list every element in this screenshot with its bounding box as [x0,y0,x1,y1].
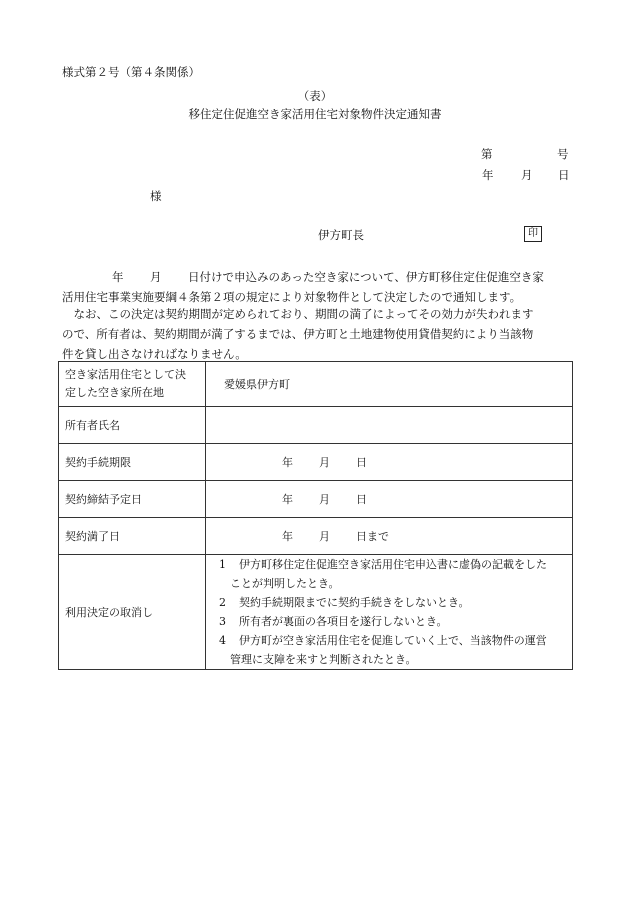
condition-line-2: ので、所有者は、契約期間が満了するまでは、伊方町と土地建物使用貸借契約により当該物 [62,327,534,341]
date-month-label: 月 [521,168,533,182]
notice-line-1-text: 日付けで申込みのあった空き家について、伊方町移住定住促進空き家 [188,270,544,284]
location-label-line-1: 空き家活用住宅として決 [65,368,186,381]
item-text: 伊方町移住定住促進空き家活用住宅申込書に虚偽の記載をした [239,558,547,571]
item-number: 2 [219,596,226,609]
owner-value [206,407,573,444]
item-text-continued: ことが判明したとき。 [230,577,340,590]
notice-year-label: 年 [112,270,124,284]
location-label [59,362,206,407]
table-row [59,362,573,407]
conclusion-date-label: 契約締結予定日 [59,481,206,518]
issuer-name: 伊方町長 [318,228,364,242]
condition-line-1: なお、この決定は契約期間が定められており、期間の満了によってその効力が失われます [62,307,534,321]
date-day-label: 日 [558,168,570,182]
condition-line-3: 件を貸し出さなければなりません。 [62,347,247,361]
item-number: 4 [219,634,226,647]
table-row [59,407,573,444]
procedure-deadline-value [206,444,573,481]
notice-line-1 [62,267,574,287]
notice-paragraph [62,267,574,307]
item-text: 契約手続期限までに契約手続きをしないとき。 [239,596,470,609]
day-label: 日 [356,493,367,506]
location-value-text: 愛媛県伊方町 [224,378,290,391]
location-value [206,362,573,407]
expiry-date-label: 契約満了日 [59,518,206,555]
procedure-deadline-label: 契約手続期限 [59,444,206,481]
addressee-honorific: 様 [150,189,162,203]
expiry-date-value [206,518,573,555]
table-row [59,555,573,670]
cancellation-conditions [206,555,573,670]
owner-label: 所有者氏名 [59,407,206,444]
item-text: 伊方町が空き家活用住宅を促進していく上で、当該物件の運営 [239,634,547,647]
form-label: 様式第２号（第４条関係） [62,65,200,79]
document-title: 移住定住促進空き家活用住宅対象物件決定通知書 [188,107,442,121]
notice-month-label: 月 [150,270,162,284]
item-text: 所有者が裏面の各項目を遂行しないとき。 [239,615,448,628]
table-row [59,481,573,518]
month-label: 月 [319,493,330,506]
cancellation-label: 利用決定の取消し [59,555,206,670]
number-prefix: 第 [481,147,493,161]
month-label: 月 [319,530,330,543]
year-label: 年 [282,493,293,506]
conclusion-date-value [206,481,573,518]
cancellation-item [212,631,572,669]
year-label: 年 [282,530,293,543]
cancellation-item [212,593,572,612]
table-row [59,444,573,481]
notice-line-2: 活用住宅事業実施要綱４条第２項の規定により対象物件として決定したので通知します。 [62,290,522,304]
property-info-table [58,361,573,670]
item-number: 3 [219,615,226,628]
day-until-label: 日まで [356,530,389,543]
location-label-line-2: 定した空き家所在地 [65,386,164,399]
date-year-label: 年 [482,168,494,182]
item-text-continued: 管理に支障を来すと判断されたとき。 [230,653,417,666]
table-row [59,518,573,555]
month-label: 月 [319,456,330,469]
cancellation-item [212,612,572,631]
seal-mark: 印 [524,226,542,242]
form-side-label: （表） [297,89,333,103]
cancellation-item [212,555,572,593]
condition-paragraph [62,304,574,364]
item-number: 1 [219,558,226,571]
day-label: 日 [356,456,367,469]
year-label: 年 [282,456,293,469]
number-suffix: 号 [557,147,569,161]
